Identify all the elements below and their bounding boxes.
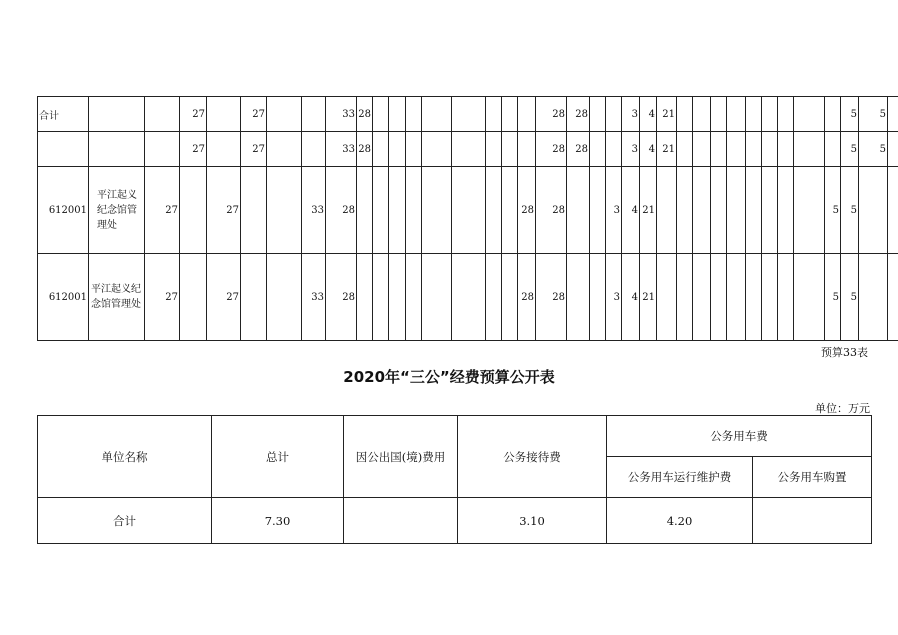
value-cell: [502, 132, 518, 167]
value-cell: [711, 254, 727, 341]
value-cell: [606, 97, 622, 132]
value-cell: [422, 167, 452, 254]
total-row-abroad: [344, 498, 458, 544]
value-cell: 33: [302, 254, 326, 341]
value-cell: 27: [180, 132, 207, 167]
page-title: 2020年“三公”经费预算公开表: [343, 368, 555, 386]
value-cell: 33: [326, 97, 357, 132]
header-abroad: 因公出国(境)费用: [344, 416, 458, 498]
value-cell: 3: [606, 167, 622, 254]
value-cell: 27: [145, 167, 180, 254]
value-cell: 28: [357, 97, 373, 132]
value-cell: [657, 167, 677, 254]
value-cell: 28: [326, 167, 357, 254]
value-cell: [567, 254, 590, 341]
value-cell: [373, 167, 389, 254]
value-cell: [502, 254, 518, 341]
three-public-budget-table: [37, 415, 872, 544]
value-cell: [693, 254, 711, 341]
value-cell: 5: [841, 167, 859, 254]
value-cell: [859, 167, 888, 254]
value-cell: [406, 254, 422, 341]
value-cell: [389, 97, 406, 132]
value-cell: [207, 97, 241, 132]
value-cell: [727, 132, 746, 167]
value-cell: [711, 132, 727, 167]
value-cell: [518, 97, 536, 132]
value-cell: [794, 254, 825, 341]
value-cell: 3: [606, 254, 622, 341]
unit-label: 单位：万元: [815, 402, 870, 415]
value-cell: 28: [357, 132, 373, 167]
table-row: [38, 254, 898, 341]
value-cell: 28: [536, 167, 567, 254]
value-cell: [486, 167, 502, 254]
value-cell: [406, 97, 422, 132]
value-cell: [606, 132, 622, 167]
table-number: 预算33表: [821, 346, 868, 359]
value-cell: [677, 254, 693, 341]
unit-code-cell: 612001: [38, 254, 89, 341]
value-cell: [89, 132, 145, 167]
value-cell: [145, 97, 180, 132]
value-cell: 4: [640, 97, 657, 132]
value-cell: [825, 97, 841, 132]
value-cell: [778, 167, 794, 254]
header-row: [38, 416, 872, 457]
value-cell: [422, 97, 452, 132]
row-label-cell: [38, 132, 89, 167]
value-cell: [746, 97, 762, 132]
header-total: 总计: [212, 416, 344, 498]
value-cell: [502, 167, 518, 254]
total-row-reception: 3.10: [458, 498, 607, 544]
value-cell: [677, 97, 693, 132]
value-cell: 3: [622, 97, 640, 132]
value-cell: [778, 97, 794, 132]
value-cell: [89, 97, 145, 132]
value-cell: [373, 132, 389, 167]
value-cell: [357, 254, 373, 341]
value-cell: 5: [859, 132, 888, 167]
value-cell: 21: [640, 254, 657, 341]
value-cell: 21: [657, 132, 677, 167]
value-cell: [207, 132, 241, 167]
value-cell: 27: [241, 97, 267, 132]
value-cell: [486, 132, 502, 167]
value-cell: [145, 132, 180, 167]
value-cell: 21: [657, 97, 677, 132]
value-cell: [452, 132, 486, 167]
value-cell: [762, 97, 778, 132]
unit-name-cell: 平江起义纪念馆管理处: [89, 254, 145, 341]
value-cell: 33: [302, 167, 326, 254]
value-cell: 5: [825, 254, 841, 341]
value-cell: 28: [326, 254, 357, 341]
total-row-total: 7.30: [212, 498, 344, 544]
value-cell: [746, 167, 762, 254]
value-cell: 27: [207, 254, 241, 341]
value-cell: [422, 132, 452, 167]
value-cell: [180, 167, 207, 254]
value-cell: 5: [841, 97, 859, 132]
value-cell: [727, 97, 746, 132]
value-cell: [452, 97, 486, 132]
value-cell: [422, 254, 452, 341]
value-cell: 27: [241, 132, 267, 167]
header-unit-name: 单位名称: [38, 416, 212, 498]
value-cell: [357, 167, 373, 254]
value-cell: [825, 132, 841, 167]
value-cell: 28: [518, 167, 536, 254]
value-cell: [693, 97, 711, 132]
value-cell: 28: [518, 254, 536, 341]
value-cell: 5: [841, 132, 859, 167]
header-vehicle: 公务用车费: [607, 416, 872, 457]
table-row: [38, 167, 898, 254]
value-cell: [859, 254, 888, 341]
value-cell: [486, 97, 502, 132]
table-row: [38, 97, 898, 132]
value-cell: 27: [207, 167, 241, 254]
value-cell: [452, 254, 486, 341]
header-vehicle-purchase: 公务用车购置: [753, 457, 872, 498]
value-cell: [888, 132, 898, 167]
header-vehicle-operation: 公务用车运行维护费: [607, 457, 753, 498]
value-cell: [452, 167, 486, 254]
value-cell: [590, 97, 606, 132]
value-cell: [302, 97, 326, 132]
value-cell: [373, 97, 389, 132]
value-cell: [590, 132, 606, 167]
value-cell: 3: [622, 132, 640, 167]
value-cell: 5: [841, 254, 859, 341]
value-cell: [794, 97, 825, 132]
value-cell: 28: [536, 97, 567, 132]
total-row-name: 合计: [38, 498, 212, 544]
value-cell: [302, 132, 326, 167]
value-cell: [267, 97, 302, 132]
value-cell: [677, 132, 693, 167]
value-cell: [267, 254, 302, 341]
value-cell: [373, 254, 389, 341]
value-cell: [746, 132, 762, 167]
table-row: [38, 132, 898, 167]
total-row-vehicle-operation: 4.20: [607, 498, 753, 544]
value-cell: [693, 132, 711, 167]
header-reception: 公务接待费: [458, 416, 607, 498]
value-cell: [888, 97, 898, 132]
value-cell: 27: [180, 97, 207, 132]
value-cell: [778, 132, 794, 167]
value-cell: 33: [326, 132, 357, 167]
value-cell: [794, 167, 825, 254]
value-cell: [711, 97, 727, 132]
value-cell: [778, 254, 794, 341]
value-cell: 4: [640, 132, 657, 167]
value-cell: [241, 167, 267, 254]
value-cell: 4: [622, 167, 640, 254]
value-cell: 5: [859, 97, 888, 132]
value-cell: [693, 167, 711, 254]
value-cell: [502, 97, 518, 132]
value-cell: [486, 254, 502, 341]
value-cell: [267, 132, 302, 167]
value-cell: [389, 132, 406, 167]
value-cell: [888, 167, 898, 254]
value-cell: 21: [640, 167, 657, 254]
value-cell: [389, 167, 406, 254]
value-cell: [762, 254, 778, 341]
value-cell: [794, 132, 825, 167]
value-cell: [762, 167, 778, 254]
value-cell: [711, 167, 727, 254]
total-row-vehicle-purchase: [753, 498, 872, 544]
value-cell: 28: [567, 132, 590, 167]
value-cell: [888, 254, 898, 341]
total-row: [38, 498, 872, 544]
value-cell: [406, 167, 422, 254]
value-cell: [657, 254, 677, 341]
value-cell: 27: [145, 254, 180, 341]
value-cell: [389, 254, 406, 341]
value-cell: [241, 254, 267, 341]
value-cell: [762, 132, 778, 167]
unit-name-cell: 平江起义纪念馆管理处: [89, 167, 145, 254]
budget-detail-table: [37, 96, 898, 341]
value-cell: 5: [825, 167, 841, 254]
value-cell: [727, 254, 746, 341]
value-cell: [746, 254, 762, 341]
value-cell: 4: [622, 254, 640, 341]
value-cell: [267, 167, 302, 254]
value-cell: 28: [567, 97, 590, 132]
unit-code-cell: 612001: [38, 167, 89, 254]
value-cell: [590, 167, 606, 254]
value-cell: [406, 132, 422, 167]
value-cell: [727, 167, 746, 254]
value-cell: [677, 167, 693, 254]
value-cell: 28: [536, 132, 567, 167]
value-cell: 28: [536, 254, 567, 341]
value-cell: [567, 167, 590, 254]
value-cell: [590, 254, 606, 341]
row-label-cell: 合计: [38, 97, 89, 132]
value-cell: [518, 132, 536, 167]
value-cell: [180, 254, 207, 341]
